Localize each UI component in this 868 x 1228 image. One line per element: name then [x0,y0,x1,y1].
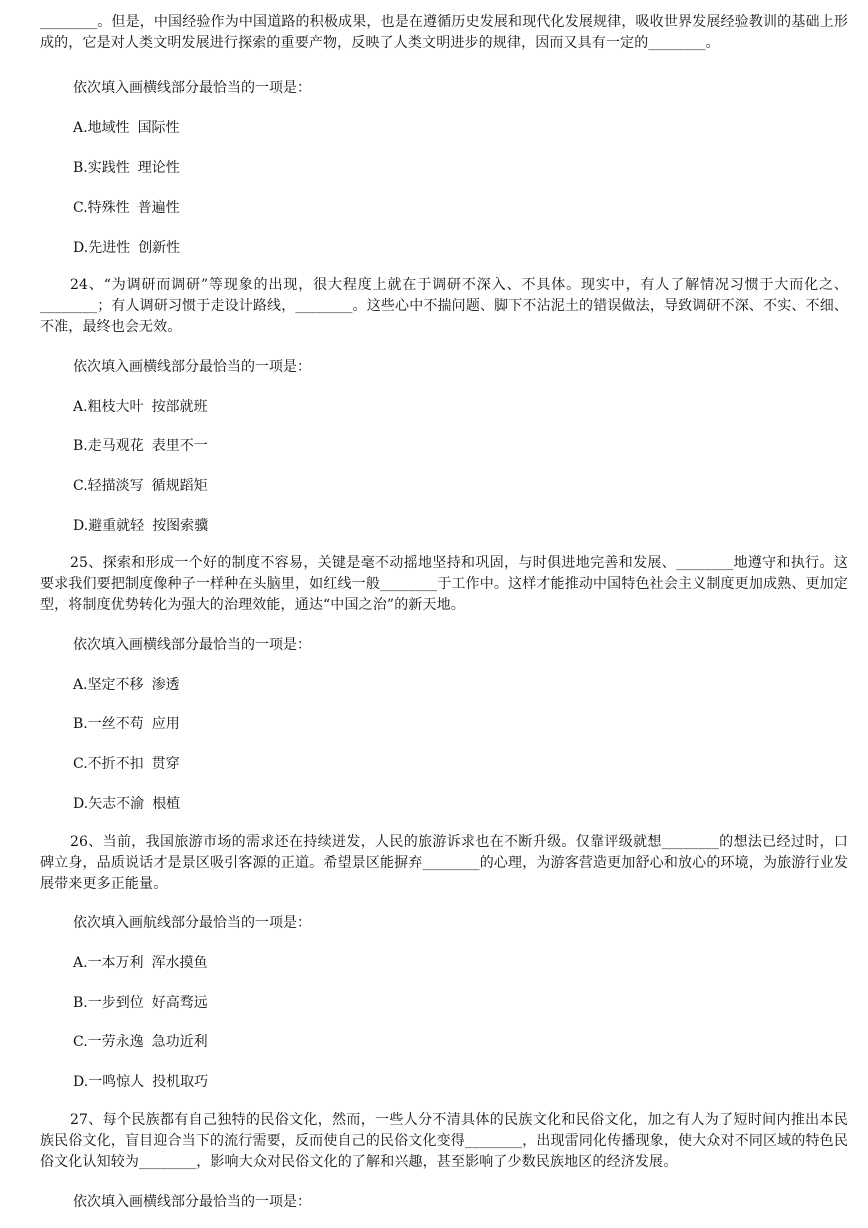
option-word-2: 理论性 [137,160,180,176]
option-word-1: 矢志不渝 [88,796,145,812]
q24-prompt: 依次填入画横线部分最恰当的一项是： [73,359,311,375]
q26-option-c [73,1032,208,1053]
option-letter: A. [73,677,88,693]
q25-option-b [73,714,180,735]
option-word-1: 走马观花 [87,438,144,454]
q23-option-b [73,158,180,179]
option-word-1: 一丝不苟 [87,716,144,732]
option-letter: C. [73,200,88,216]
option-letter: B. [73,995,88,1011]
q24-option-d [73,516,208,537]
option-word-2: 普遍性 [137,200,180,216]
option-word-2: 表里不一 [151,438,208,454]
option-word-1: 先进性 [88,240,131,256]
q23-option-d [73,238,180,259]
option-letter: D. [73,240,89,256]
option-word-2: 好高骛远 [151,995,208,1011]
q26-prompt: 依次填入画航线部分最恰当的一项是： [73,915,311,931]
option-letter: D. [73,1074,89,1090]
option-word-1: 一步到位 [87,995,144,1011]
q25-option-a [73,675,180,696]
q27-passage: 27、每个民族都有自己独特的民俗文化，然而，一些人分不清具体的民族文化和民俗文化，加之有人为了短时间内推出本民族民俗文化，盲目迎合当下的流行需要，反而使自己的民俗文化变得________，出现雷同化传播现象，使大众对不同区域的特色民俗文化认知较为________，影响大众对民俗文化的了解和兴趣，甚至影响了少数民族地区的经济发展。 [40,1112,848,1170]
option-word-2: 投机取巧 [152,1074,209,1090]
option-letter: C. [73,1034,88,1050]
option-word-2: 急功近利 [151,1034,208,1050]
option-word-2: 国际性 [137,120,180,136]
option-word-2: 浑水摸鱼 [151,955,208,971]
q25-passage: 25、探索和形成一个好的制度不容易，关键是毫不动摇地坚持和巩固，与时俱进地完善和发展、________地遵守和执行。这要求我们要把制度像种子一样种在头脑里，如红线一般________于工作中。这样才能推动中国特色社会主义制度更加成熟、更加定型，将制度优势转化为强大的治理效能，通达“中国之治”的新天地。 [40,555,848,613]
option-letter: B. [73,716,88,732]
option-word-2: 按图索骥 [152,518,209,534]
option-word-1: 特殊性 [87,200,130,216]
q26-passage: 26、当前，我国旅游市场的需求还在持续迸发，人民的旅游诉求也在不断升级。仅靠评级就想________的想法已经过时，口碑立身，品质说话才是景区吸引客源的正道。希望景区能摒弃________的心理，为游客营造更加舒心和放心的环境，为旅游行业发展带来更多正能量。 [40,834,848,892]
option-letter: A. [73,955,88,971]
option-word-2: 循规蹈矩 [151,478,208,494]
q25-prompt: 依次填入画横线部分最恰当的一项是： [73,637,311,653]
option-letter: D. [73,796,89,812]
option-letter: D. [73,518,89,534]
option-word-1: 一劳永逸 [87,1034,144,1050]
option-word-2: 创新性 [138,240,181,256]
option-word-1: 一本万利 [87,955,144,971]
option-word-2: 渗透 [151,677,180,693]
q25-option-d [73,794,180,815]
option-letter: A. [73,399,88,415]
option-letter: C. [73,478,88,494]
option-word-2: 按部就班 [151,399,208,415]
option-word-1: 轻描淡写 [87,478,144,494]
q26-option-a [73,953,208,974]
q24-passage: 24、“为调研而调研”等现象的出现，很大程度上就在于调研不深入、不具体。现实中，有人了解情况习惯于大而化之、________；有人调研习惯于走设计路线，________。这些心中不揣问题、脚下不沾泥土的错误做法，导致调研不深、不实、不细、不准，最终也会无效。 [40,277,848,335]
q23-option-a [73,118,180,139]
option-word-1: 实践性 [87,160,130,176]
option-letter: B. [73,160,88,176]
q25-option-c [73,754,180,775]
option-word-1: 避重就轻 [88,518,145,534]
q23-passage-tail: ________。但是，中国经验作为中国道路的积极成果，也是在遵循历史发展和现代化发展规律，吸收世界发展经验教训的基础上形成的，它是对人类文明发展进行探索的重要产物，反映了人类文明进步的规律，因而又具有一定的________。 [40,14,848,51]
option-letter: C. [73,756,88,772]
q26-option-b [73,993,208,1014]
q24-option-b [73,436,208,457]
option-word-1: 粗枝大叶 [87,399,144,415]
option-word-2: 根植 [152,796,181,812]
q26-option-d [73,1072,208,1093]
option-word-2: 贯穿 [151,756,180,772]
option-word-1: 一鸣惊人 [88,1074,145,1090]
option-word-1: 地域性 [87,120,130,136]
q27-prompt: 依次填入画横线部分最恰当的一项是： [73,1194,311,1210]
option-word-1: 不折不扣 [87,756,144,772]
option-letter: B. [73,438,88,454]
option-word-2: 应用 [151,716,180,732]
q24-option-c [73,476,208,497]
option-letter: A. [73,120,88,136]
q24-option-a [73,397,208,418]
q23-prompt: 依次填入画横线部分最恰当的一项是： [73,80,311,96]
q23-option-c [73,198,180,219]
option-word-1: 坚定不移 [87,677,144,693]
